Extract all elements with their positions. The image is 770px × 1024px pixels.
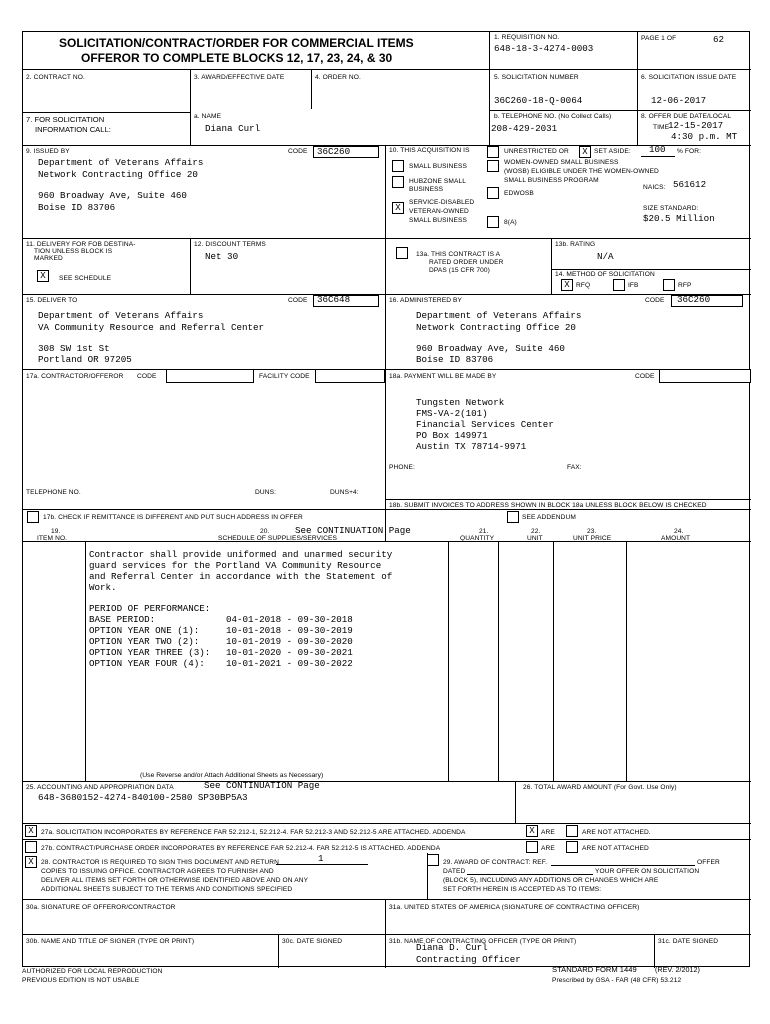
- col22-num: 22.: [531, 528, 541, 535]
- 29-line4: SET FORTH HEREIN IS ACCEPTED AS TO ITEMS:: [443, 886, 602, 893]
- contractor-code-label: CODE: [137, 373, 157, 380]
- 27a-are-not-label: ARE NOT ATTACHED.: [582, 829, 651, 836]
- deliver-to-code: 36C648: [317, 294, 351, 305]
- order-no-label: 4. ORDER NO.: [315, 74, 361, 81]
- small-business-label: SMALL BUSINESS: [409, 163, 467, 170]
- payment-label: 18a. PAYMENT WILL BE MADE BY: [389, 373, 497, 380]
- wosb-label-3: SMALL BUSINESS PROGRAM: [504, 177, 599, 184]
- setaside-checkbox[interactable]: X: [579, 146, 591, 158]
- period-dates: 10-01-2018 - 09-30-2019: [226, 625, 353, 636]
- payment-code-field[interactable]: [659, 369, 751, 383]
- 29-line3: (BLOCK 5), INCLUDING ANY ADDITIONS OR CHANGES WHICH ARE: [443, 877, 659, 884]
- delivery-label-3: MARKED: [34, 255, 63, 262]
- col19-num: 19.: [51, 528, 61, 535]
- solicitation-number-label: 5. SOLICITATION NUMBER: [494, 74, 579, 81]
- col23-header: UNIT PRICE: [573, 535, 612, 542]
- deliver-to-line3: 308 SW 1st St: [38, 343, 110, 354]
- issued-by-label: 9. ISSUED BY: [26, 148, 70, 155]
- administered-code-label: CODE: [645, 297, 665, 304]
- payment-code-label: CODE: [635, 373, 655, 380]
- discount-terms-value: Net 30: [205, 251, 239, 262]
- 28-copies: 1: [318, 853, 324, 864]
- name-value: Diana Curl: [205, 123, 261, 134]
- period-of-performance-title: PERIOD OF PERFORMANCE:: [89, 603, 211, 614]
- info-call-label-2: INFORMATION CALL:: [35, 125, 111, 134]
- administered-code: 36C260: [677, 294, 711, 305]
- telephone-value: 208-429-2031: [491, 123, 558, 134]
- form-title-line2: OFFEROR TO COMPLETE BLOCKS 12, 17, 23, 24, & 30: [81, 51, 393, 65]
- award-date-label: 3. AWARD/EFFECTIVE DATE: [194, 74, 285, 81]
- period-name: OPTION YEAR ONE (1):: [89, 625, 200, 636]
- footer-previous-edition: PREVIOUS EDITION IS NOT USABLE: [22, 977, 140, 984]
- 27a-text: 27a. SOLICITATION INCORPORATES BY REFERENCE FAR 52.212-1, 52.212-4. FAR 52.212-3 AND 52.212-5 ARE ATTACHED. ADDENDA: [41, 829, 466, 836]
- dpas-label-2: RATED ORDER UNDER: [429, 259, 504, 266]
- wosb-label-2: (WOSB) ELIGIBLE UNDER THE WOMEN-OWNED: [504, 168, 659, 175]
- payment-line1: Tungsten Network: [416, 397, 505, 408]
- solicitation-number-value: 36C260-18-Q-0064: [494, 95, 583, 106]
- issued-by-line4: Boise ID 83706: [38, 202, 116, 213]
- col24-header: AMOUNT: [661, 535, 691, 542]
- setaside-percent: 100: [649, 144, 666, 155]
- 31b-name: Diana D. Curl: [416, 942, 488, 953]
- offer-due-time: 4:30 p.m. MT: [671, 131, 738, 142]
- eight-a-label: 8(A): [504, 219, 517, 226]
- schedule-desc-line3: and Referral Center in accordance with the Statement of: [89, 571, 393, 582]
- see-schedule-label: SEE SCHEDULE: [59, 275, 112, 282]
- rfp-label: RFP: [678, 282, 692, 289]
- 29-checkbox[interactable]: [427, 854, 439, 866]
- requisition-label: 1. REQUISITION NO.: [494, 34, 560, 41]
- dpas-label-1: 13a. THIS CONTRACT IS A: [416, 251, 501, 258]
- 27b-are-not-label: ARE NOT ATTACHED: [582, 845, 649, 852]
- period-dates: 10-01-2020 - 09-30-2021: [226, 647, 353, 658]
- 28-line2: COPIES TO ISSUING OFFICE. CONTRACTOR AGREES TO FURNISH AND: [41, 868, 274, 875]
- acquisition-label: 10. THIS ACQUISITION IS: [389, 147, 470, 154]
- hubzone-label-1: HUBZONE SMALL: [409, 178, 466, 185]
- telephone-no-label: TELEPHONE NO.: [26, 489, 81, 496]
- period-dates: 04-01-2018 - 09-30-2018: [226, 614, 353, 625]
- 27b-checkbox[interactable]: [25, 841, 37, 853]
- col24-num: 24.: [674, 528, 684, 535]
- solicitation-method-label: 14. METHOD OF SOLICITATION: [555, 271, 655, 278]
- size-standard-value: $20.5 Million: [643, 213, 715, 224]
- 27a-are-not-checkbox[interactable]: [566, 825, 578, 837]
- period-name: OPTION YEAR FOUR (4):: [89, 658, 205, 669]
- offer-due-label: 8. OFFER DUE DATE/LOCAL: [641, 113, 732, 120]
- period-name: BASE PERIOD:: [89, 614, 156, 625]
- schedule-see-continuation: See CONTINUATION Page: [295, 525, 411, 536]
- sdvosb-label-2: VETERAN-OWNED: [409, 208, 469, 215]
- payment-line2: FMS-VA-2(101): [416, 408, 488, 419]
- 27b-are-checkbox[interactable]: [526, 841, 538, 853]
- facility-code-field[interactable]: [315, 369, 385, 383]
- accounting-label: 25. ACCOUNTING AND APPROPRIATION DATA: [26, 784, 174, 791]
- duns-label: DUNS:: [255, 489, 277, 496]
- form-title-line1: SOLICITATION/CONTRACT/ORDER FOR COMMERCIAL ITEMS: [59, 36, 414, 50]
- administered-line2: Network Contracting Office 20: [416, 322, 576, 333]
- hubzone-checkbox[interactable]: [392, 176, 404, 188]
- accounting-see-continuation: See CONTINUATION Page: [204, 780, 320, 791]
- 30b-label: 30b. NAME AND TITLE OF SIGNER (TYPE OR PRINT): [26, 938, 195, 945]
- col22-header: UNIT: [527, 535, 543, 542]
- issued-by-line2: Network Contracting Office 20: [38, 169, 198, 180]
- wosb-label-1: WOMEN-OWNED SMALL BUSINESS: [504, 159, 619, 166]
- issued-by-code: 36C260: [317, 146, 351, 157]
- requisition-value: 648-18-3-4274-0003: [494, 43, 594, 54]
- info-call-label-1: 7. FOR SOLICITATION: [26, 115, 105, 124]
- 27a-checkbox[interactable]: X: [25, 825, 37, 837]
- time-label: TIME: [653, 124, 670, 131]
- footer-prescribed: Prescribed by GSA - FAR (48 CFR) 53.212: [552, 977, 682, 984]
- 28-line4: ADDITIONAL SHEETS SUBJECT TO THE TERMS AND CONDITIONS SPECIFIED: [41, 886, 293, 893]
- 27a-are-checkbox[interactable]: X: [526, 825, 538, 837]
- delivery-label-2: TION UNLESS BLOCK IS: [34, 248, 113, 255]
- 31b-label: 31b. NAME OF CONTRACTING OFFICER (TYPE OR PRINT): [389, 938, 577, 945]
- 29-dated: DATED: [443, 868, 466, 875]
- schedule-desc-line1: Contractor shall provide uniformed and unarmed security: [89, 549, 393, 560]
- 31c-label: 31c. DATE SIGNED: [658, 938, 719, 945]
- deliver-to-code-label: CODE: [288, 297, 308, 304]
- issue-date-label: 6. SOLICITATION ISSUE DATE: [641, 74, 737, 81]
- 28-line3: DELIVER ALL ITEMS SET FORTH OR OTHERWISE IDENTIFIED ABOVE AND ON ANY: [41, 877, 309, 884]
- 27b-text: 27b. CONTRACT/PURCHASE ORDER INCORPORATES BY REFERENCE FAR 52.212-4. FAR 52.212-5 IS ATTACHED. ADDENDA: [41, 845, 441, 852]
- 29-offer: OFFER: [697, 859, 720, 866]
- payment-line3: Financial Services Center: [416, 419, 554, 430]
- payment-line5: Austin TX 78714-9971: [416, 441, 527, 452]
- contractor-label: 17a. CONTRACTOR/OFFEROR: [26, 373, 124, 380]
- rfp-checkbox[interactable]: [663, 279, 675, 291]
- name-label: a. NAME: [194, 113, 222, 120]
- sf1449-form: [22, 31, 750, 967]
- contractor-code-field[interactable]: [166, 369, 254, 383]
- discount-terms-label: 12. DISCOUNT TERMS: [194, 241, 266, 248]
- facility-code-label: FACILITY CODE: [259, 373, 310, 380]
- fax-label: FAX:: [567, 464, 582, 471]
- administered-line1: Department of Veterans Affairs: [416, 310, 582, 321]
- naics-label: NAICS:: [643, 184, 666, 191]
- hubzone-label-2: BUSINESS: [409, 186, 444, 193]
- remittance-checkbox[interactable]: [27, 511, 39, 523]
- sdvosb-label-1: SERVICE-DISABLED: [409, 199, 475, 206]
- total-award-label: 26. TOTAL AWARD AMOUNT (For Govt. Use Only): [523, 784, 677, 791]
- period-name: OPTION YEAR THREE (3):: [89, 647, 211, 658]
- remittance-label: 17b. CHECK IF REMITTANCE IS DIFFERENT AND PUT SUCH ADDRESS IN OFFER: [43, 514, 303, 521]
- dpas-label-3: DPAS (15 CFR 700): [429, 267, 490, 274]
- duns-plus-label: DUNS+4:: [330, 489, 359, 496]
- deliver-to-line4: Portland OR 97205: [38, 354, 132, 365]
- ifb-checkbox[interactable]: [613, 279, 625, 291]
- small-business-checkbox[interactable]: [392, 160, 404, 172]
- unrestricted-checkbox[interactable]: [487, 146, 499, 158]
- deliver-to-line1: Department of Veterans Affairs: [38, 310, 204, 321]
- col21-header: QUANTITY: [460, 535, 495, 542]
- see-addendum-label: SEE ADDENDUM: [522, 514, 576, 521]
- edwosb-label: EDWOSB: [504, 190, 534, 197]
- sdvosb-label-3: SMALL BUSINESS: [409, 217, 467, 224]
- col21-num: 21.: [479, 528, 489, 535]
- 28-checkbox[interactable]: X: [25, 856, 37, 868]
- telephone-label: b. TELEPHONE NO. (No Collect Calls): [494, 113, 612, 120]
- 27b-are-label: ARE: [541, 845, 555, 852]
- phone-label: PHONE:: [389, 464, 415, 471]
- eight-a-checkbox[interactable]: [487, 216, 499, 228]
- rfq-checkbox[interactable]: X: [561, 279, 573, 291]
- period-dates: 10-01-2021 - 09-30-2022: [226, 658, 353, 669]
- see-addendum-checkbox[interactable]: [507, 511, 519, 523]
- schedule-desc-line2: guard services for the Portland VA Community Resource: [89, 560, 382, 571]
- offer-due-date: 12-15-2017: [668, 120, 724, 131]
- footer-authorized: AUTHORIZED FOR LOCAL REPRODUCTION: [22, 968, 163, 975]
- 28-line1: 28. CONTRACTOR IS REQUIRED TO SIGN THIS DOCUMENT AND RETURN: [41, 859, 279, 866]
- page-total: 62: [713, 34, 725, 45]
- col19-header: ITEM NO.: [37, 535, 68, 542]
- col23-num: 23.: [587, 528, 597, 535]
- page-label: PAGE 1 OF: [641, 35, 677, 42]
- naics-value: 561612: [673, 179, 707, 190]
- col20-header: SCHEDULE OF SUPPLIES/SERVICES: [218, 535, 337, 542]
- payment-line4: PO Box 149971: [416, 430, 488, 441]
- ifb-label: IFB: [628, 282, 639, 289]
- 31b-title: Contracting Officer: [416, 954, 521, 965]
- footer-standard-form: STANDARD FORM 1449: [552, 965, 637, 974]
- issued-by-line3: 960 Broadway Ave, Suite 460: [38, 190, 187, 201]
- period-name: OPTION YEAR TWO (2):: [89, 636, 200, 647]
- wosb-checkbox[interactable]: [487, 160, 499, 172]
- deliver-to-line2: VA Community Resource and Referral Center: [38, 322, 265, 333]
- sdvosb-checkbox[interactable]: X: [392, 202, 404, 214]
- contract-no-label: 2. CONTRACT NO.: [26, 74, 85, 81]
- 29-line1: 29. AWARD OF CONTRACT: REF.: [443, 859, 548, 866]
- rating-label: 13b. RATING: [555, 241, 596, 248]
- administered-line4: Boise ID 83706: [416, 354, 494, 365]
- unrestricted-label: UNRESTRICTED OR: [504, 148, 569, 155]
- administered-by-label: 16. ADMINISTERED BY: [389, 297, 462, 304]
- issued-by-line1: Department of Veterans Affairs: [38, 157, 204, 168]
- rfq-label: RFQ: [576, 282, 591, 289]
- delivery-label-1: 11. DELIVERY FOR FOB DESTINA-: [26, 241, 136, 248]
- 30c-label: 30c. DATE SIGNED: [282, 938, 343, 945]
- 27b-are-not-checkbox[interactable]: [566, 841, 578, 853]
- accounting-value: 648-3680152-4274-840100-2580 SP30BP5A3: [38, 792, 248, 803]
- period-dates: 10-01-2019 - 09-30-2020: [226, 636, 353, 647]
- edwosb-checkbox[interactable]: [487, 187, 499, 199]
- see-schedule-checkbox[interactable]: X: [37, 270, 49, 282]
- rating-value: N/A: [597, 251, 614, 262]
- reverse-note: (Use Reverse and/or Attach Additional Sheets as Necessary): [140, 772, 324, 779]
- size-standard-label: SIZE STANDARD:: [643, 205, 699, 212]
- 29-your-offer: YOUR OFFER ON SOLICITATION: [595, 868, 700, 875]
- invoice-label: 18b. SUBMIT INVOICES TO ADDRESS SHOWN IN BLOCK 18a UNLESS BLOCK BELOW IS CHECKED: [389, 502, 707, 509]
- issue-date-value: 12-06-2017: [651, 95, 707, 106]
- footer-rev: (REV. 2/2012): [655, 965, 700, 974]
- issued-by-code-label: CODE: [288, 148, 308, 155]
- percent-for-label: % FOR:: [677, 148, 702, 155]
- col20-num: 20.: [260, 528, 270, 535]
- schedule-desc-line4: Work.: [89, 582, 117, 593]
- 30a-label: 30a. SIGNATURE OF OFFEROR/CONTRACTOR: [26, 904, 176, 911]
- 31a-label: 31a. UNITED STATES OF AMERICA (SIGNATURE OF CONTRACTING OFFICER): [389, 904, 640, 911]
- dpas-checkbox[interactable]: [396, 247, 408, 259]
- 27a-are-label: ARE: [541, 829, 555, 836]
- administered-line3: 960 Broadway Ave, Suite 460: [416, 343, 565, 354]
- setaside-label: SET ASIDE:: [594, 148, 631, 155]
- deliver-to-label: 15. DELIVER TO: [26, 297, 78, 304]
